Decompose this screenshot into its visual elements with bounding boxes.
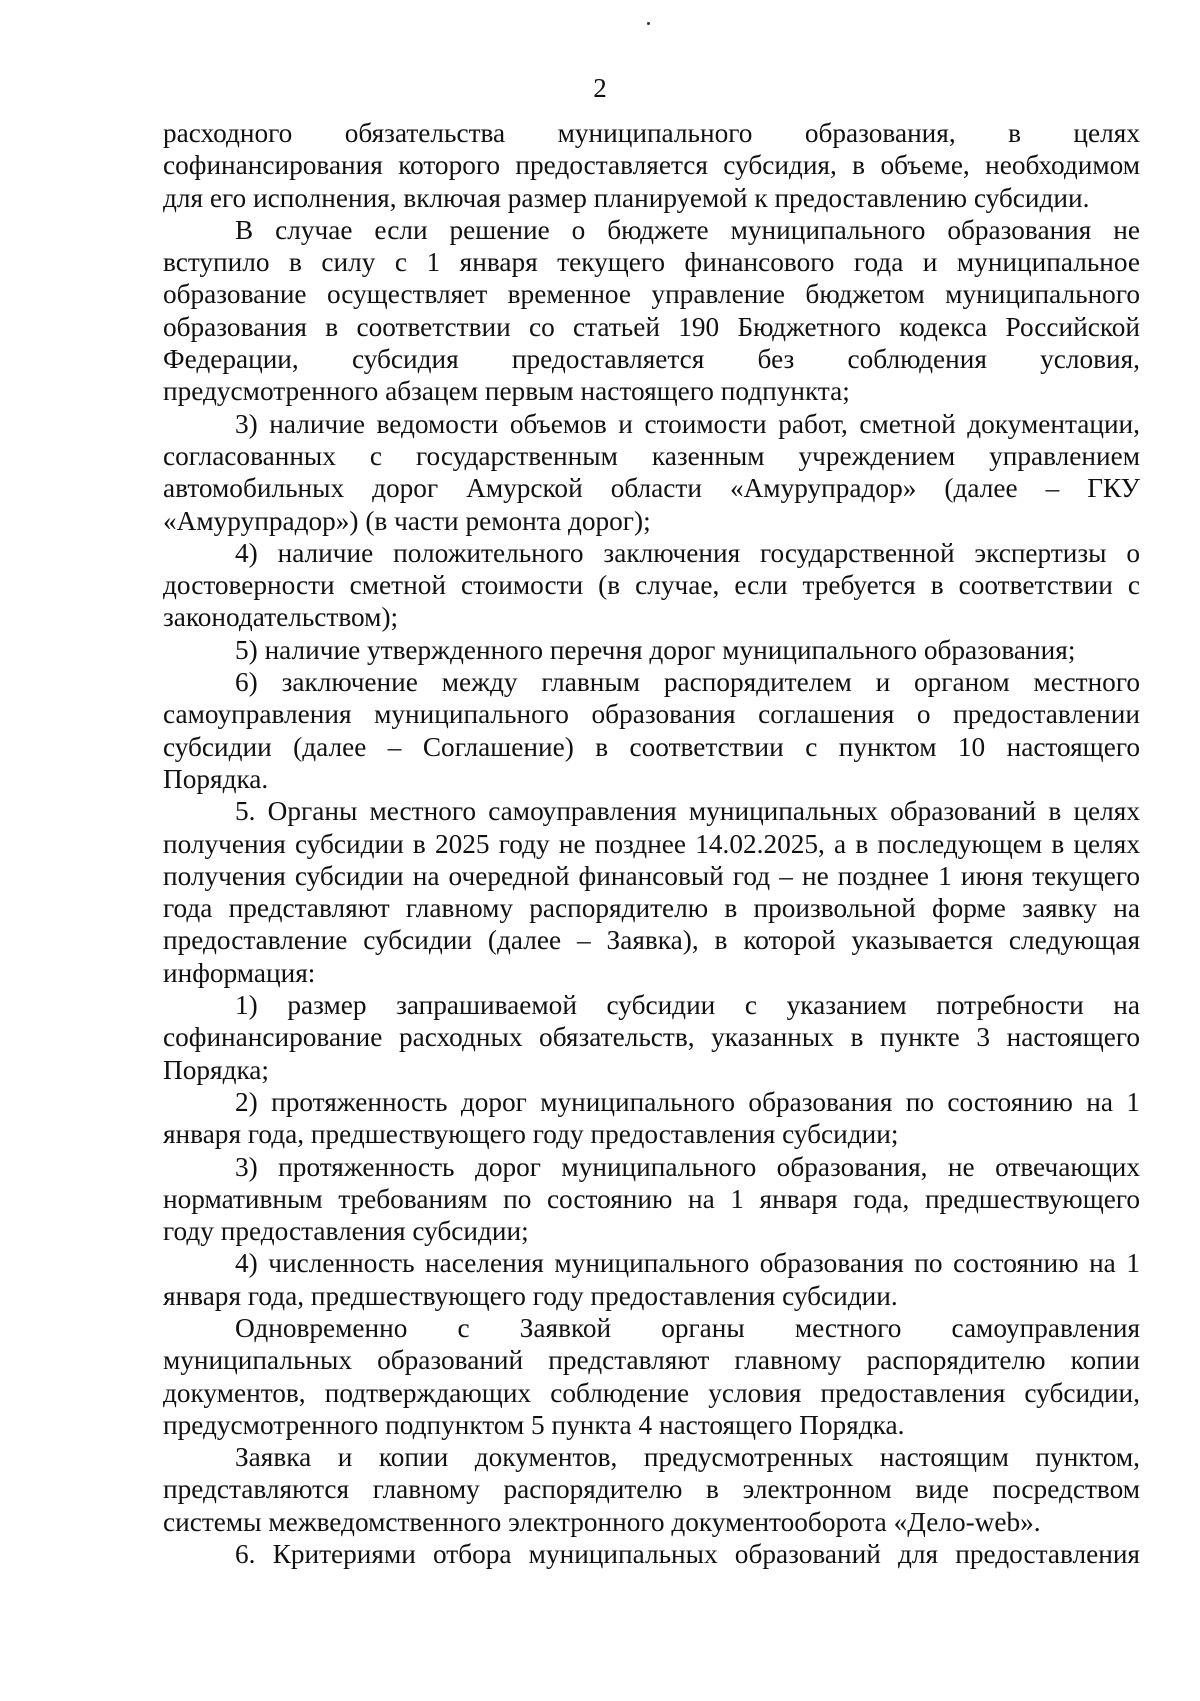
text-line: представляются главному распорядителю в электронном виде посредством [163,1474,1140,1505]
text-line: 6) заключение между главным распорядителем и органом местного [235,667,1140,698]
paragraph [163,1312,1140,1441]
text-line: софинансирования которого предоставляется субсидия, в объеме, необходимом [163,150,1140,181]
text-line: января года, предшествующего году предоставления субсидии; [163,1119,899,1150]
scan-speck [647,22,650,25]
paragraph [163,408,1140,537]
text-line: 6. Критериями отбора муниципальных образований для предоставления [235,1539,1140,1570]
text-line: 3) протяженность дорог муниципального образования, не отвечающих [235,1151,1140,1182]
text-line: расходного обязательства муниципального образования, в целях [163,118,1140,148]
text-line: вступило в силу с 1 января текущего финансового года и муниципальное [163,247,1140,278]
text-line: Заявка и копии документов, предусмотренных настоящим пунктом, [235,1442,1140,1473]
text-line: системы межведомственного электронного документооборота «Дело-web». [163,1506,1041,1537]
text-line: получения субсидии на очередной финансовый год – не позднее 1 июня текущего [163,860,1140,891]
text-line: для его исполнения, включая размер планируемой к предоставлению субсидии. [163,182,1090,213]
paragraph [163,1247,1140,1312]
text-line: законодательством); [163,602,399,633]
text-line: Федерации, субсидия предоставляется без соблюдения условия, [163,344,1140,375]
text-line: Одновременно с Заявкой органы местного самоуправления [235,1312,1140,1343]
text-line: 1) размер запрашиваемой субсидии с указанием потребности на [235,990,1140,1021]
text-line: 5) наличие утвержденного перечня дорог муниципального образования; [235,634,1076,665]
paragraph [163,666,1140,795]
paragraph [163,117,1140,214]
document-body [163,117,1140,1570]
text-line: 2) протяженность дорог муниципального образования по состоянию на 1 [235,1086,1140,1117]
paragraph [163,634,1140,666]
paragraph [163,214,1140,408]
text-line: самоуправления муниципального образования соглашения о предоставлении [163,699,1140,730]
text-line: получения субсидии в 2025 году не позднее 14.02.2025, а в последующем в целях [163,828,1140,859]
paragraph [163,537,1140,634]
text-line: согласованных с государственным казенным учреждением управлением [163,440,1140,471]
text-line: 4) наличие положительного заключения государственной экспертизы о [235,537,1140,568]
paragraph [163,1538,1140,1570]
text-line: информация: [163,957,316,988]
text-line: Порядка; [163,1054,270,1085]
text-line: Порядка. [163,763,269,794]
paragraph [163,795,1140,989]
text-line: предоставление субсидии (далее – Заявка), в которой указывается следующая [163,925,1140,956]
text-line: января года, предшествующего году предоставления субсидии. [163,1280,898,1311]
text-line: году предоставления субсидии; [163,1216,529,1247]
text-line: образование осуществляет временное управление бюджетом муниципального [163,279,1140,310]
text-line: «Амурупрадор») (в части ремонта дорог); [163,505,651,536]
text-line: достоверности сметной стоимости (в случае, если требуется в соответствии с [163,570,1140,601]
text-line: субсидии (далее – Соглашение) в соответствии с пунктом 10 настоящего [163,731,1140,762]
text-line: предусмотренного абзацем первым настоящего подпункта; [163,376,850,407]
text-line: автомобильных дорог Амурской области «Амурупрадор» (далее – ГКУ [163,473,1140,504]
text-line: 5. Органы местного самоуправления муниципальных образований в целях [235,796,1140,827]
page-number: 2 [593,73,607,103]
text-line: В случае если решение о бюджете муниципального образования не [235,214,1140,245]
text-line: 4) численность населения муниципального образования по состоянию на 1 [235,1248,1140,1279]
paragraph [163,1086,1140,1151]
paragraph [163,1441,1140,1538]
text-line: муниципальных образований представляют главному распорядителю копии [163,1345,1140,1376]
paragraph [163,1151,1140,1248]
text-line: 3) наличие ведомости объемов и стоимости работ, сметной документации, [235,408,1140,439]
text-line: нормативным требованиям по состоянию на 1 января года, предшествующего [163,1183,1140,1214]
text-line: документов, подтверждающих соблюдение условия предоставления субсидии, [163,1377,1140,1408]
text-line: образования в соответствии со статьей 190 Бюджетного кодекса Российской [163,311,1140,342]
text-line: предусмотренного подпунктом 5 пункта 4 настоящего Порядка. [163,1409,905,1440]
text-line: года представляют главному распорядителю в произвольной форме заявку на [163,893,1140,924]
text-line: софинансирование расходных обязательств, указанных в пункте 3 настоящего [163,1022,1140,1053]
paragraph [163,989,1140,1086]
